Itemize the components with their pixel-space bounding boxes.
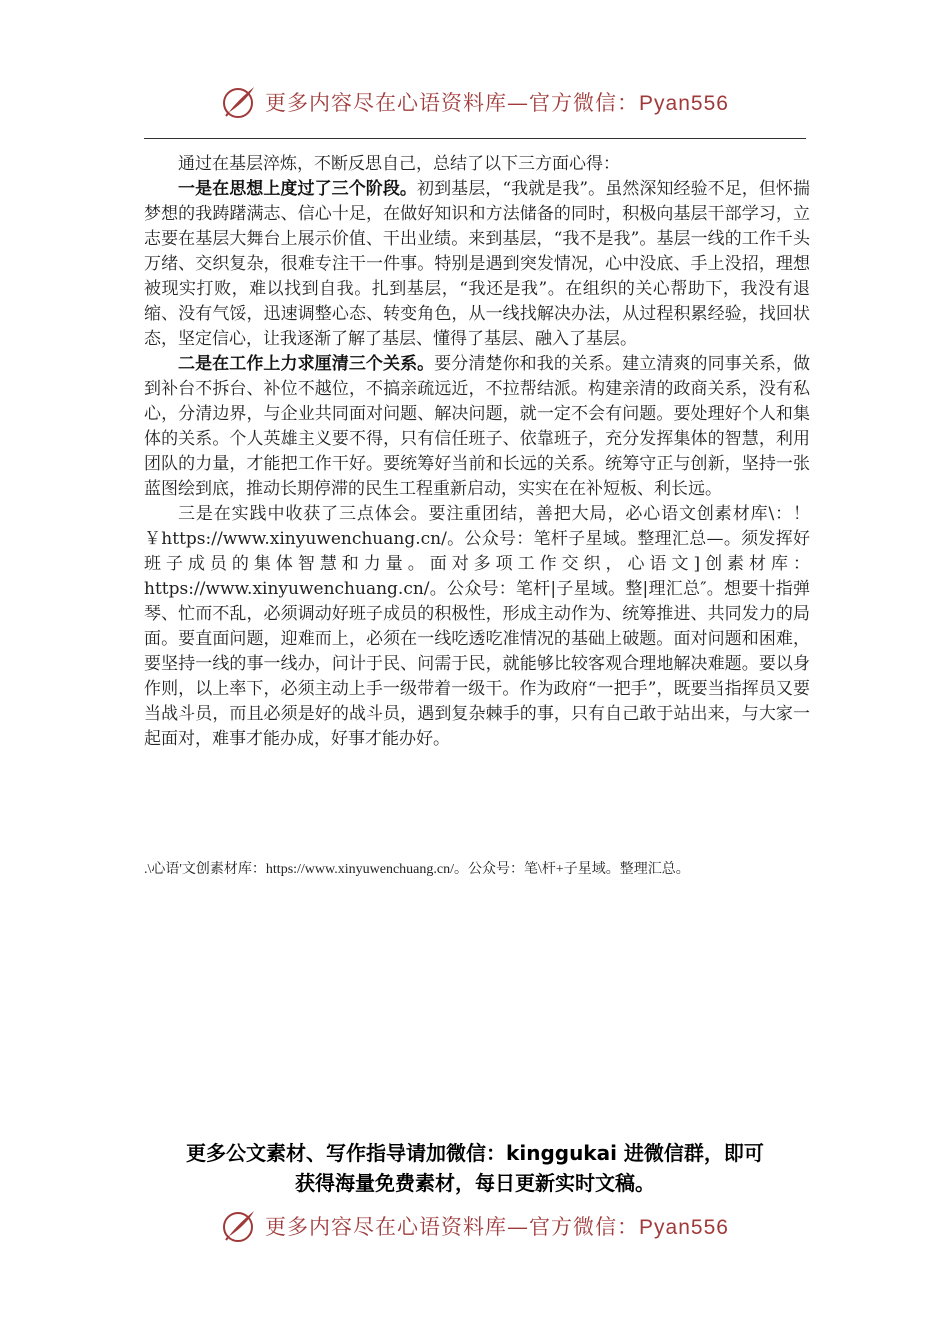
header-banner-text — [265, 87, 729, 117]
section2-paragraph — [144, 352, 810, 502]
section1-body: 初到基层，“我就是我”。虽然深知经验不足，但怀揣梦想的我踌躇满志、信心十足，在做好知识和方法储备的同时，积极向基层干部学习，立志要在基层大舞台上展示价值、干出业绩。来到基层，“我不是我”。基层一线的工作千头万绪、交织复杂，很难专注干一件事。特别是遇到突发情况，心中没底、手上没招，理想被现实打败，难以找到自我。扎到基层，“我还是我”。在组织的关心帮助下，我没有退缩、没有气馁，迅速调整心态、转变角色，从一线找解决办法，从过程积累经验，找回状态，坚定信心，让我逐渐了解了基层、懂得了基层、融入了基层。 — [144, 179, 811, 349]
quill-pen-logo-icon — [221, 84, 257, 120]
quill-pen-logo-icon — [221, 1208, 257, 1244]
promo-line-1: 更多公文素材、写作指导请加微信：kinggukai 进微信群，即可 — [186, 1141, 764, 1165]
footer-banner-wechat-id: Pyan556 — [639, 1216, 729, 1239]
section2-body: 要分清楚你和我的关系。建立清爽的同事关系，做到补台不拆台、补位不越位，不搞亲疏远近，不拉帮结派。构建亲清的政商关系，没有私心，分清边界，与企业共同面对问题、解决问题，就一定不会有问题。要处理好个人和集体的关系。个人英雄主义要不得，只有信任班子、依靠班子，充分发挥集体的智慧，利用团队的力量，才能把工作干好。要统筹好当前和长远的关系。统筹守正与创新，坚持一张蓝图绘到底，推动长期停滞的民生工程重新启动，实实在在补短板、利长远。 — [144, 354, 810, 499]
document-body — [144, 152, 810, 752]
header-banner-wechat-label: 官方微信： — [529, 91, 640, 115]
header-banner-dash: — — [507, 91, 530, 115]
section2-heading: 二是在工作上力求厘清三个关系。 — [178, 354, 435, 374]
section1-paragraph — [144, 177, 810, 352]
footer-banner-dash: — — [507, 1215, 530, 1239]
section3-paragraph: 三是在实践中收获了三点体会。要注重团结，善把大局，必心语文创素材库\：！￥https://www.xinyuwenchuang.cn/。公众号：笔杆子星域。整理汇总—。须发挥好班子成员的集体智慧和力量。面对多项工作交织，心语文]创素材库：https://www.xinyuwenchuang.cn/。公众号：笔杆|子星域。整|理汇总″。想要十指弹琴、忙而不乱，必须调动好班子成员的积极性，形成主动作为、统筹推进、共同发力的局面。要直面问题，迎难而上，必须在一线吃透吃准情况的基础上破题。面对问题和困难，要坚持一线的事一线办，问计于民、问需于民，就能够比较客观合理地解决难题。要以身作则，以上率下，必须主动上手一级带着一级干。作为政府“一把手”，既要当指挥员又要当战斗员，而且必须是好的战斗员，遇到复杂棘手的事，只有自己敢于站出来，与大家一起面对，难事才能办成，好事才能办好。 — [144, 504, 810, 749]
header-banner-wechat-id: Pyan556 — [639, 92, 729, 115]
header-divider — [144, 138, 806, 139]
promo-line-2: 获得海量免费素材，每日更新实时文稿。 — [295, 1171, 655, 1195]
section1-heading: 一是在思想上度过了三个阶段。 — [178, 179, 417, 199]
footer-banner-text — [265, 1211, 729, 1241]
source-footnote: .\心语'文创素材库：https://www.xinyuwenchuang.cn/。公众号：笔\杆+子星域。整理汇总。 — [144, 862, 690, 877]
header-banner-slogan: 更多内容尽在心语资料库 — [265, 91, 508, 115]
footer-banner — [0, 1208, 950, 1244]
footer-banner-wechat-label: 官方微信： — [529, 1215, 640, 1239]
header-banner — [0, 84, 950, 120]
promo-notice — [0, 1138, 950, 1198]
footer-banner-slogan: 更多内容尽在心语资料库 — [265, 1215, 508, 1239]
intro-paragraph: 通过在基层淬炼，不断反思自己，总结了以下三方面心得： — [178, 154, 620, 174]
